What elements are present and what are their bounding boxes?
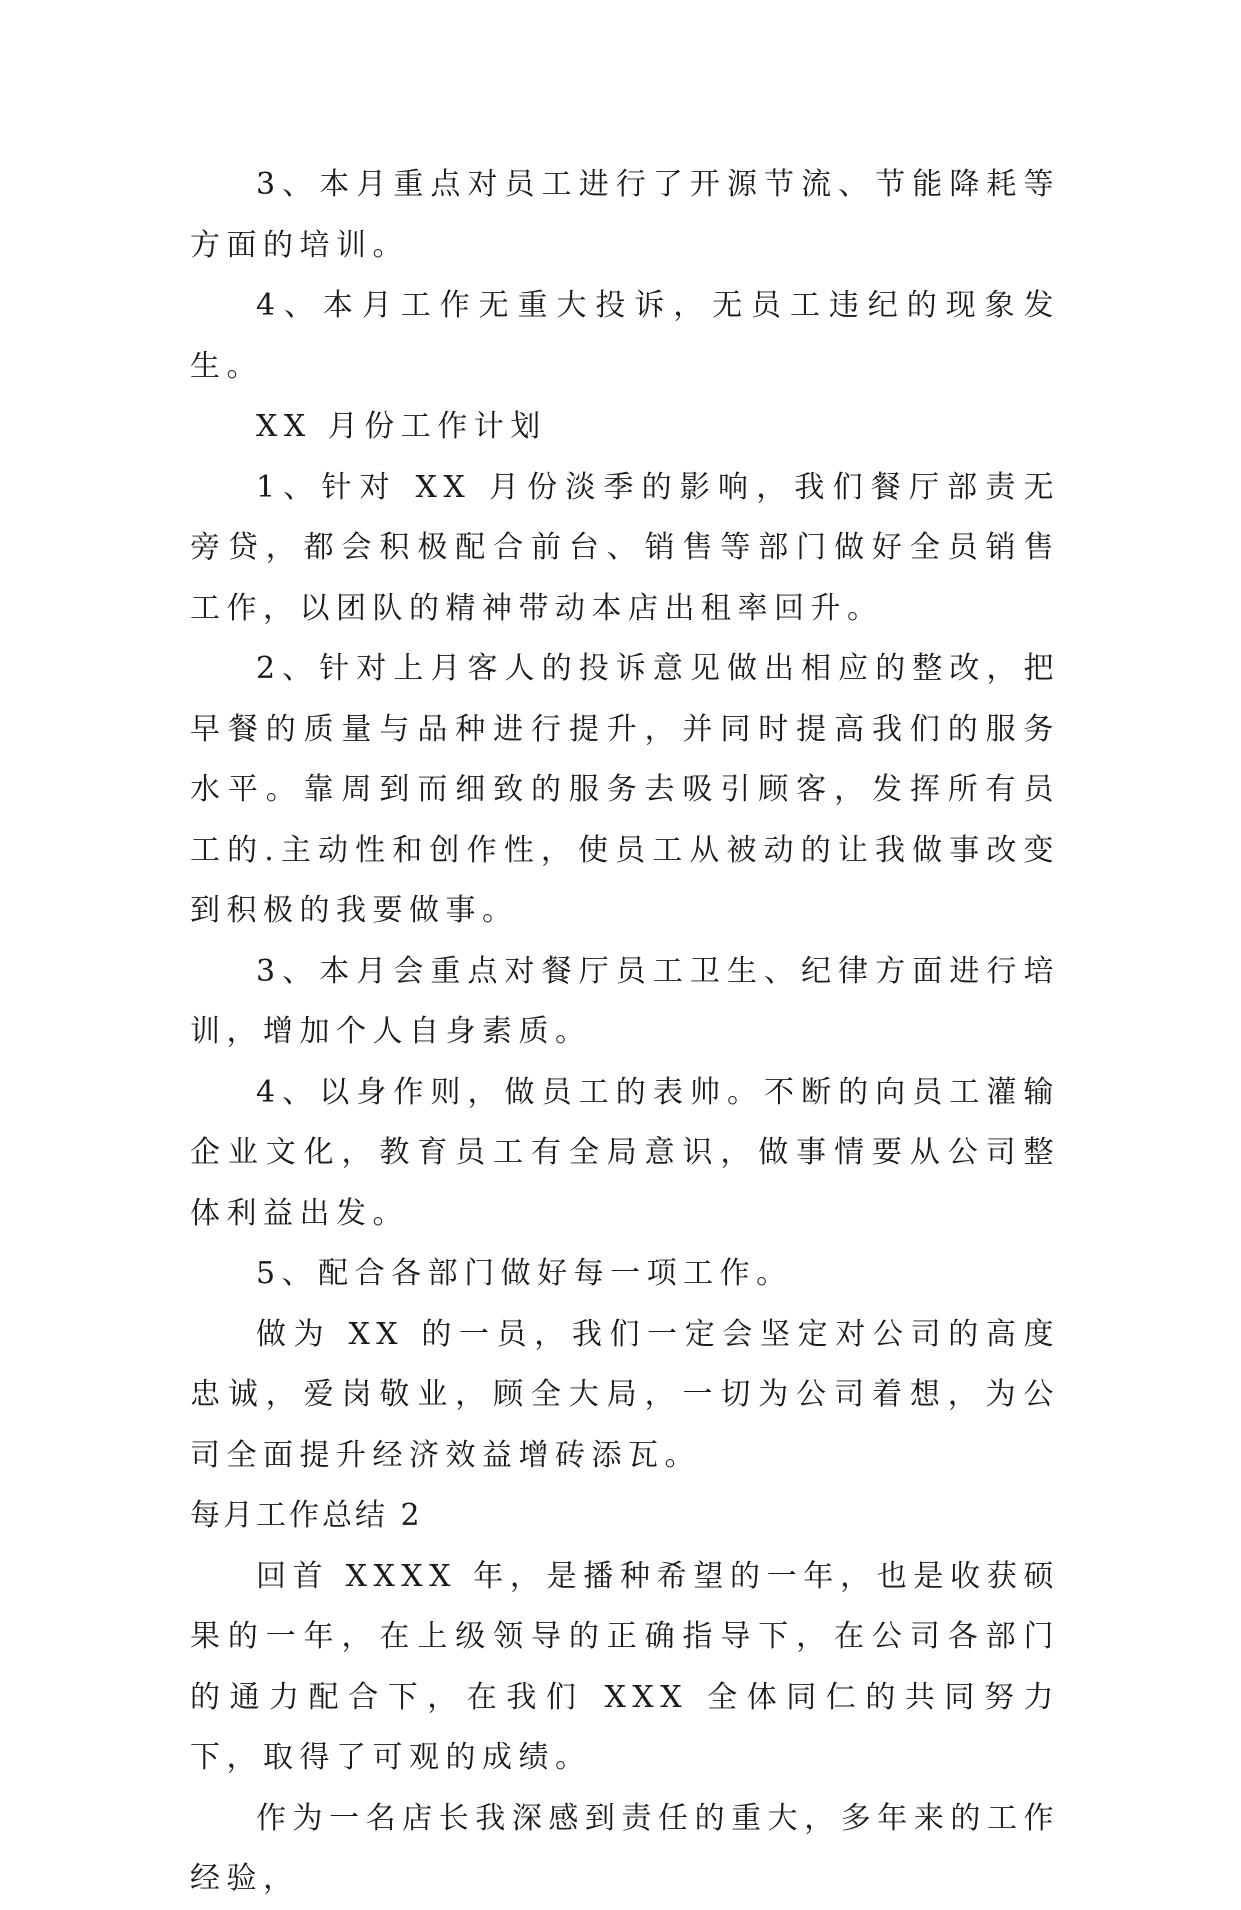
- paragraph-3: 1、针对 XX 月份淡季的影响，我们餐厅部责无旁贷，都会积极配合前台、销售等部门做好全员销售工作，以团队的精神带动本店出租率回升。: [190, 469, 1060, 626]
- paragraph-4: 2、针对上月客人的投诉意见做出相应的整改，把早餐的质量与品种进行提升，并同时提高我们的服务水平。靠周到而细致的服务去吸引顾客，发挥所有员工的.主动性和创作性，使员工从被动的让我做事改变到积极的我要做事。: [190, 651, 1060, 928]
- paragraph-6: 4、以身作则，做员工的表帅。不断的向员工灌输企业文化，教育员工有全局意识，做事情要从公司整体利益出发。: [190, 1074, 1060, 1231]
- paragraph-10: 作为一名店长我深感到责任的重大，多年来的工作经验，: [190, 1800, 1060, 1896]
- document-body: [190, 155, 1060, 1910]
- paragraph-1: 3、本月重点对员工进行了开源节流、节能降耗等方面的培训。: [190, 167, 1060, 263]
- paragraph-5: 3、本月会重点对餐厅员工卫生、纪律方面进行培训，增加个人自身素质。: [190, 953, 1060, 1049]
- paragraph-9: 回首 XXXX 年，是播种希望的一年，也是收获硕果的一年，在上级领导的正确指导下，在公司各部门的通力配合下，在我们 XXX 全体同仁的共同努力下，取得了可观的成绩。: [190, 1558, 1060, 1775]
- section-heading-summary-2: 每月工作总结 2: [190, 1498, 423, 1533]
- paragraph-8: 做为 XX 的一员，我们一定会坚定对公司的高度忠诚，爱岗敬业，顾全大局，一切为公司着想，为公司全面提升经济效益增砖添瓦。: [190, 1316, 1060, 1473]
- paragraph-7: 5、配合各部门做好每一项工作。: [256, 1256, 793, 1291]
- paragraph-2: 4、本月工作无重大投诉，无员工违纪的现象发生。: [190, 288, 1060, 384]
- section-title-plan: XX 月份工作计划: [256, 409, 547, 444]
